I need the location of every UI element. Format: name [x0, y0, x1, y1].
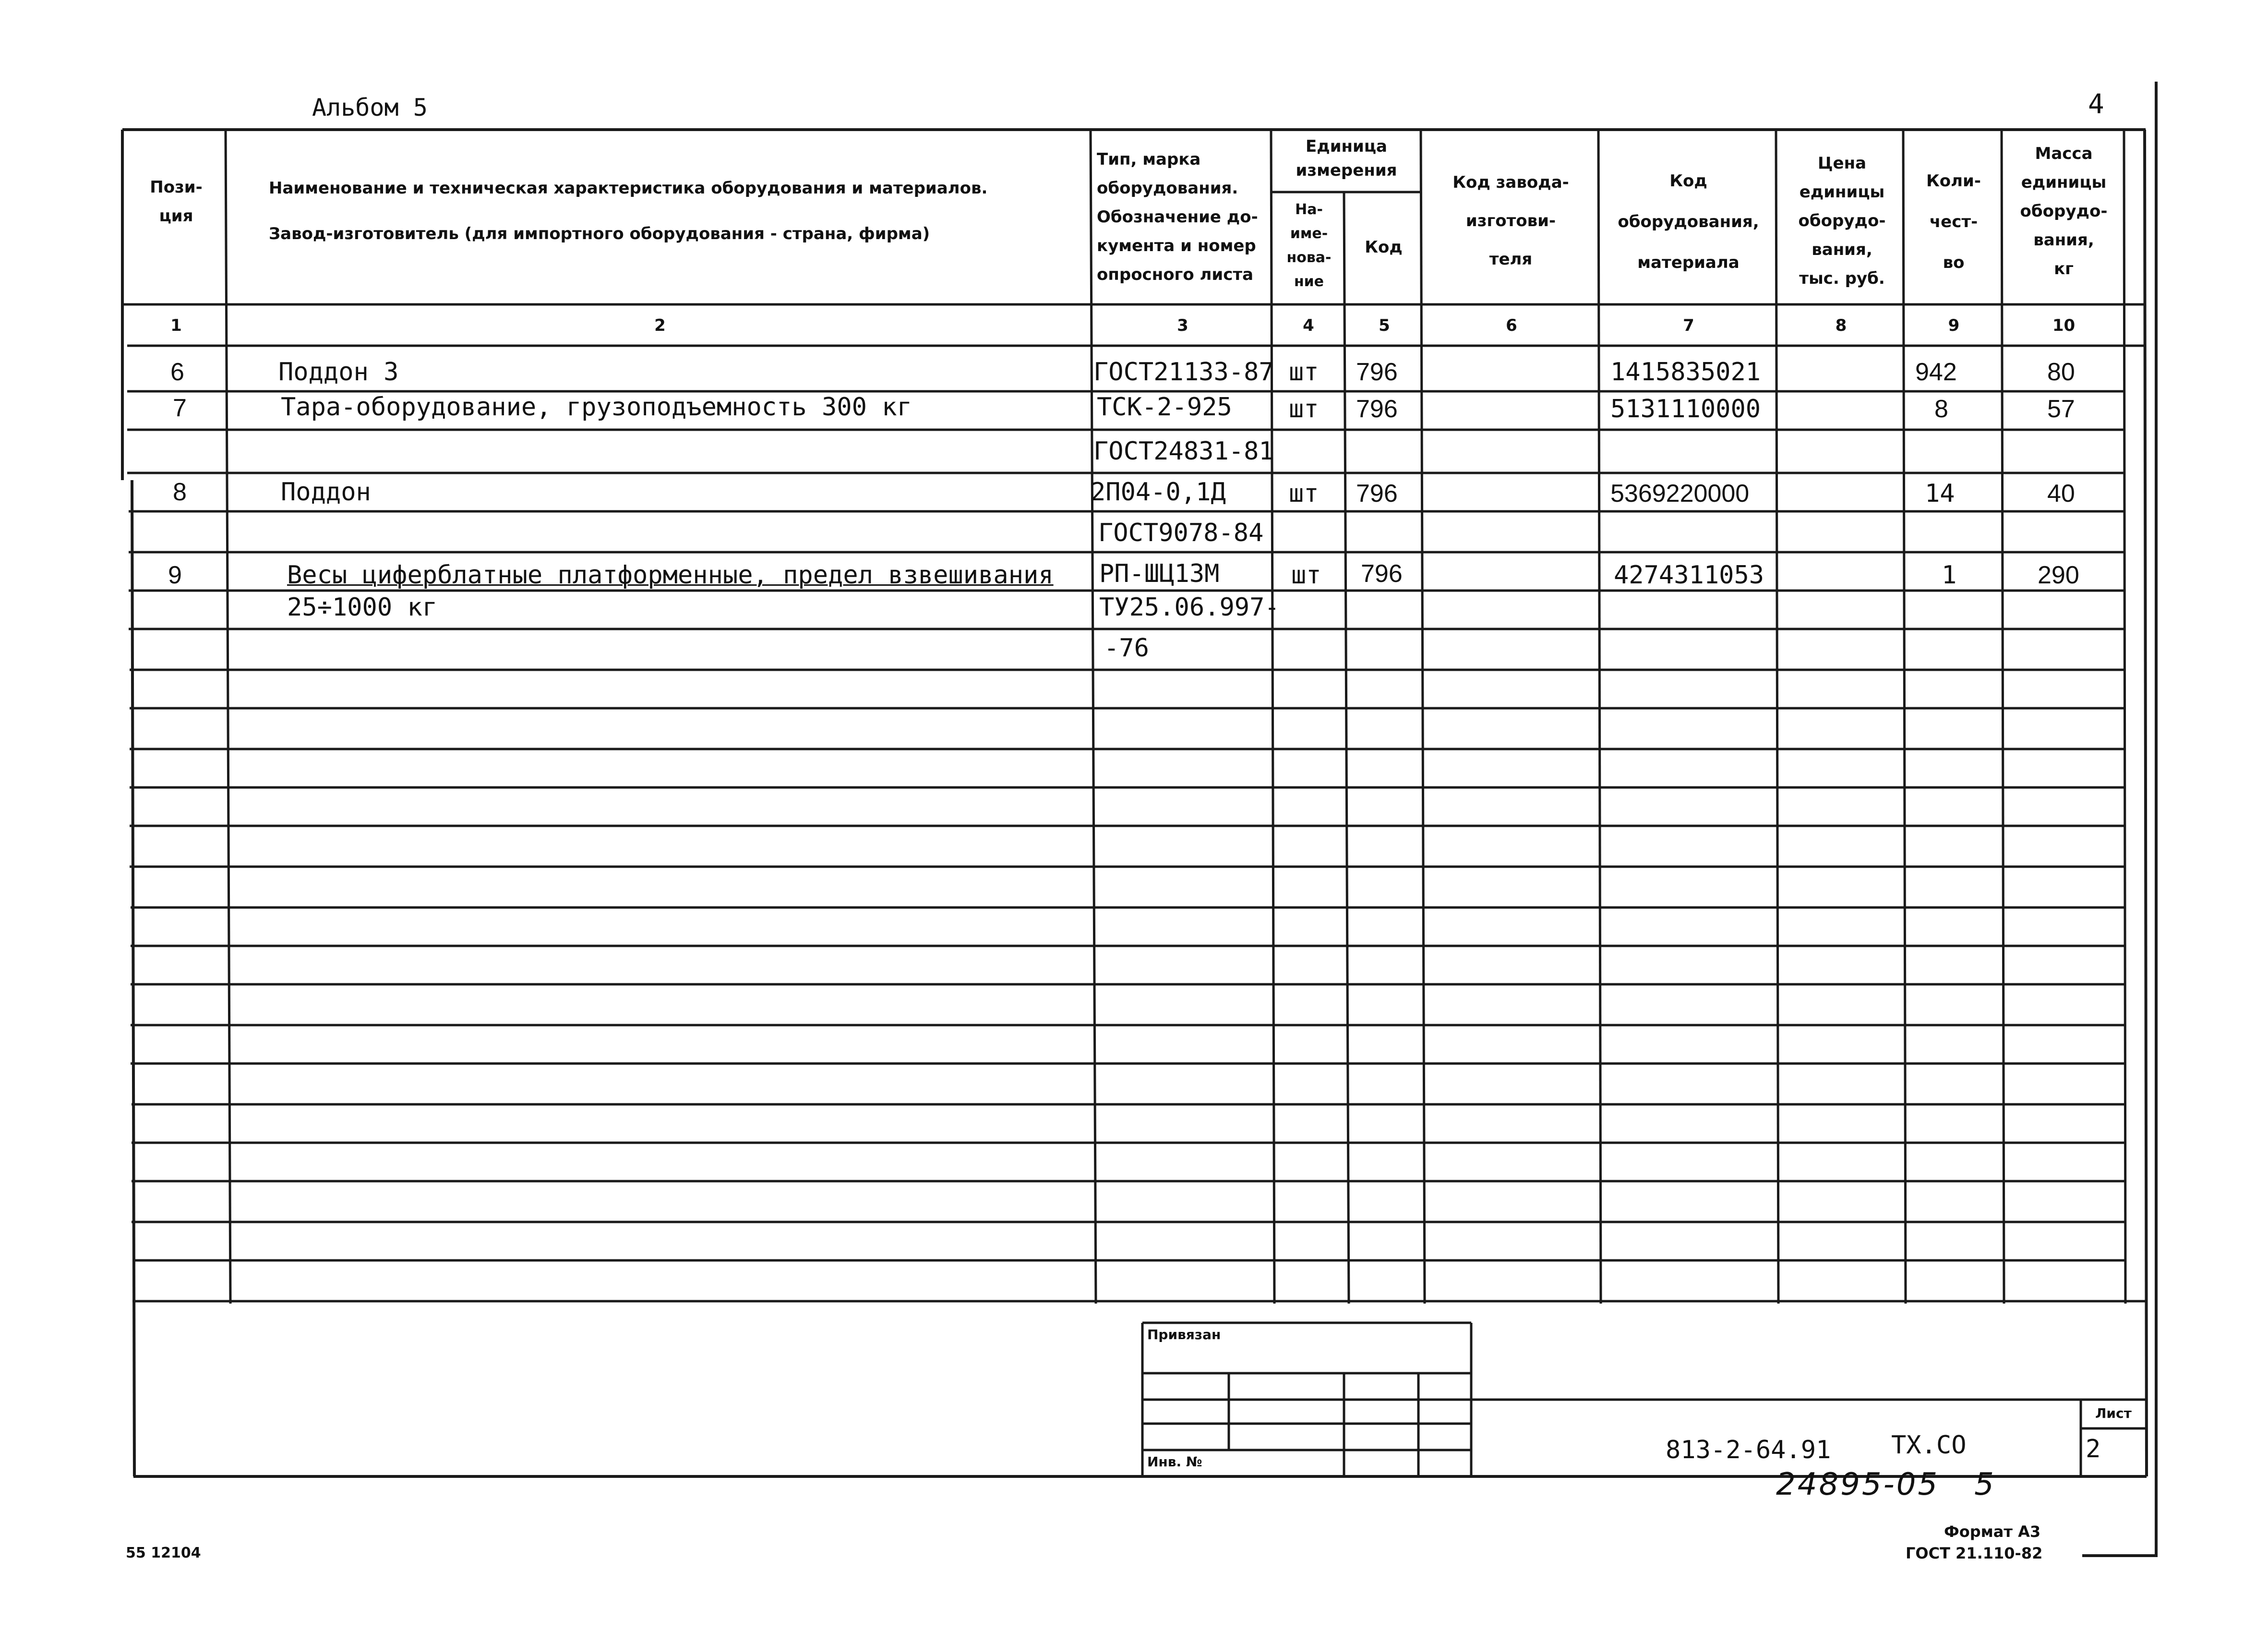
- album-label: Альбом 5: [312, 94, 428, 121]
- colnum-2: 2: [654, 316, 666, 335]
- format-label: Формат А3: [1944, 1523, 2041, 1541]
- colnum-8: 8: [1835, 316, 1847, 335]
- colnum-3: 3: [1177, 316, 1188, 335]
- table-row-equip-code: 5131110000: [1610, 395, 1761, 423]
- header-name: Наименование и техническая характеристика оборудования и материалов. Завод-изготовитель (для импортного оборудования - страна, фирма): [269, 179, 988, 243]
- table-row-type: ГОСТ21133-87: [1093, 358, 1274, 387]
- header-plant-code: Код завода- изготови- теля: [1452, 173, 1569, 269]
- table-row-type: ГОСТ9078-84: [1098, 519, 1264, 547]
- table-row-unit: шт: [1289, 358, 1319, 387]
- colnum-7: 7: [1683, 316, 1694, 335]
- table-row-name: 25÷1000 кг: [287, 593, 438, 622]
- header-position: Пози- ция: [150, 178, 203, 226]
- header-price: Цена единицы оборудо- вания, тыс. руб.: [1798, 154, 1886, 288]
- table-row-unit: шт: [1291, 561, 1321, 590]
- table-row-mass: 80: [2047, 358, 2075, 386]
- document-code: 813-2-64.91: [1666, 1436, 1831, 1464]
- table-row-quantity: 942: [1915, 358, 1957, 386]
- header-mass: Масса единицы оборудо- вания, кг: [2020, 144, 2108, 278]
- page-corner-number: 4: [2088, 89, 2104, 120]
- table-row-mass: 290: [2038, 561, 2079, 589]
- sheet-number: 2: [2086, 1435, 2101, 1463]
- table-row-name: Поддон 3: [278, 358, 399, 387]
- table-row-unit: шт: [1289, 479, 1319, 508]
- handwritten-number: 24895-05 5: [1776, 1467, 1996, 1502]
- table-row-type: РП-ШЦ13М: [1099, 559, 1220, 588]
- table-row-mass: 57: [2047, 395, 2075, 423]
- table-row-mass: 40: [2047, 480, 2075, 508]
- table-row-equip-code: 4274311053: [1614, 561, 1764, 590]
- table-row-quantity: 8: [1934, 395, 1948, 423]
- table-row-code: 796: [1356, 480, 1398, 508]
- colnum-9: 9: [1948, 316, 1960, 335]
- table-row-position: 8: [173, 478, 187, 506]
- header-unit-code: Код: [1365, 238, 1403, 257]
- sheet-label: Лист: [2095, 1405, 2132, 1421]
- table-row-type: ГОСТ24831-81: [1093, 437, 1274, 466]
- document-mark: ТХ.СО: [1891, 1431, 1967, 1460]
- table-row-unit: шт: [1289, 395, 1319, 423]
- table-row-name: Тара-оборудование, грузоподъемность 300 кг: [281, 393, 912, 422]
- colnum-1: 1: [170, 316, 182, 335]
- table-row-position: 9: [168, 561, 182, 589]
- table-row-code: 796: [1356, 358, 1398, 386]
- table-row-type: ТУ25.06.997-: [1099, 593, 1280, 622]
- colnum-6: 6: [1506, 316, 1517, 335]
- table-row-equip-code: 5369220000: [1610, 480, 1750, 508]
- table-row-position: 6: [170, 358, 184, 386]
- colnum-4: 4: [1303, 316, 1314, 335]
- table-row-name: Поддон: [281, 478, 371, 507]
- footer-left-code: 55 12104: [126, 1545, 201, 1561]
- table-row-equip-code: 1415835021: [1610, 358, 1761, 387]
- header-quantity: Коли- чест- во: [1926, 171, 1981, 272]
- table-row-type: 2П04-0,1Д: [1091, 478, 1226, 507]
- table-row-type: -76: [1104, 634, 1149, 663]
- table-row-type: ТСК-2-925: [1097, 393, 1232, 422]
- header-unit-group: Единица измерения: [1296, 137, 1397, 180]
- table-row-code: 796: [1361, 560, 1403, 588]
- header-unit-name: На- име- нова- ние: [1286, 201, 1332, 290]
- table-row-code: 796: [1356, 395, 1398, 423]
- table-row-quantity: 1: [1942, 561, 1957, 590]
- stamp-inventory-label: Инв. №: [1147, 1454, 1202, 1470]
- colnum-10: 10: [2052, 316, 2076, 335]
- colnum-5: 5: [1379, 316, 1390, 335]
- table-row-name: Весы циферблатные платформенные, предел взвешивания: [287, 561, 1054, 590]
- stamp-privyazan-label: Привязан: [1147, 1327, 1221, 1342]
- table-row-position: 7: [173, 394, 187, 422]
- header-type: Тип, марка оборудования. Обозначение до- кумента и номер опросного листа: [1097, 150, 1258, 284]
- header-equip-code: Код оборудования, материала: [1618, 171, 1759, 272]
- gost-label: ГОСТ 21.110-82: [1906, 1544, 2043, 1562]
- table-row-quantity: 14: [1925, 479, 1955, 508]
